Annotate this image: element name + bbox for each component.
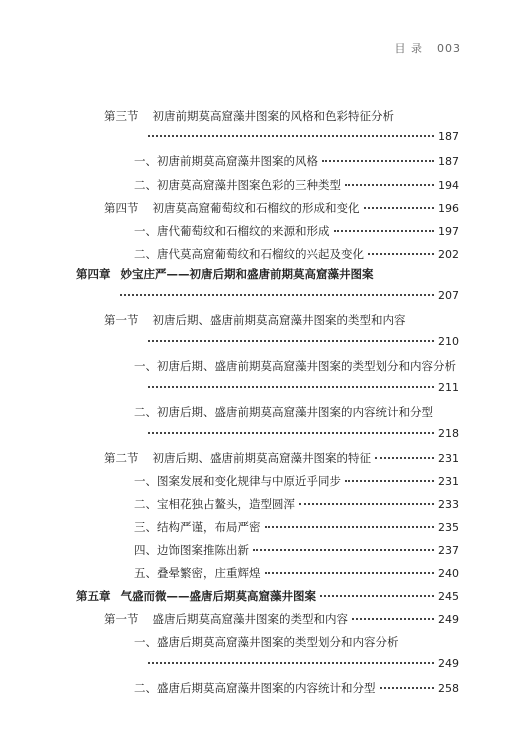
toc-subsection[interactable] [134, 246, 459, 263]
toc-subsection[interactable] [134, 153, 459, 170]
toc-leader-line[interactable] [148, 129, 459, 145]
toc-subsection[interactable] [134, 177, 459, 194]
toc-title: 一、初唐后期、盛唐前期莫高窟藻井图案的类型划分和内容分析 [134, 359, 456, 373]
toc-title: 二、盛唐后期莫高窟藻井图案的内容统计和分型 [134, 681, 376, 695]
toc-page: 202 [438, 248, 459, 261]
toc-subsection[interactable] [134, 542, 459, 559]
toc-title: 三、结构严谨，布局严密 [134, 520, 261, 534]
toc-section[interactable] [104, 450, 459, 467]
toc-title: 一、盛唐后期莫高窟藻井图案的类型划分和内容分析 [134, 635, 399, 649]
dot-leader [345, 184, 434, 186]
dot-leader [148, 340, 434, 342]
toc-page: 237 [438, 544, 459, 557]
toc-subsection-title[interactable] [134, 404, 433, 420]
toc-page: 207 [438, 289, 459, 302]
toc-title: 二、初唐莫高窟藻井图案色彩的三种类型 [134, 178, 341, 192]
toc-leader-line[interactable] [120, 288, 459, 304]
toc-subsection[interactable] [134, 496, 459, 513]
toc-title: 一、初唐前期莫高窟藻井图案的风格 [134, 154, 318, 168]
toc-leader-line[interactable] [148, 380, 459, 396]
toc-label: 第二节 [104, 451, 139, 465]
dot-leader [322, 160, 434, 162]
toc-label: 第一节 [104, 612, 139, 626]
toc-page: 196 [438, 202, 459, 215]
toc-section[interactable] [104, 200, 459, 217]
toc-page: 231 [438, 475, 459, 488]
toc-title: 二、初唐后期、盛唐前期莫高窟藻井图案的内容统计和分型 [134, 405, 433, 419]
toc-title: 气盛而微——盛唐后期莫高窟藻井图案 [120, 589, 316, 603]
toc-page: 240 [438, 567, 459, 580]
toc-leader-line[interactable] [148, 334, 459, 350]
dot-leader [368, 253, 434, 255]
dot-leader [375, 457, 434, 459]
toc-page: 231 [438, 452, 459, 465]
toc-subsection[interactable] [134, 223, 459, 240]
toc-page: 211 [438, 381, 459, 394]
toc-subsection-title[interactable] [134, 358, 456, 374]
toc-title: 妙宝庄严——初唐后期和盛唐前期莫高窟藻井图案 [120, 267, 374, 281]
toc-title: 四、边饰图案推陈出新 [134, 543, 249, 557]
toc-leader-line[interactable] [148, 426, 459, 442]
toc-label: 第一节 [104, 313, 139, 327]
toc-title: 初唐莫高窟葡萄纹和石榴纹的形成和变化 [152, 201, 360, 215]
toc-page: 218 [438, 427, 459, 440]
toc-page: 249 [438, 657, 459, 670]
dot-leader [352, 618, 434, 620]
dot-leader [320, 595, 434, 597]
toc-title: 一、唐代葡萄纹和石榴纹的来源和形成 [134, 224, 330, 238]
toc-label: 第四节 [104, 201, 139, 215]
dot-leader [148, 386, 434, 388]
header-title: 目 录 [394, 42, 423, 55]
toc-title: 初唐后期、盛唐前期莫高窟藻井图案的类型和内容 [152, 313, 406, 327]
toc-title: 五、叠晕繁密，庄重辉煌 [134, 566, 261, 580]
toc-page: 210 [438, 335, 459, 348]
toc-chapter[interactable] [76, 588, 459, 605]
toc-title: 二、唐代莫高窟葡萄纹和石榴纹的兴起及变化 [134, 247, 364, 261]
running-header [395, 40, 462, 56]
dot-leader [148, 662, 434, 664]
toc-subsection[interactable] [134, 473, 459, 490]
toc-label: 第五章 [76, 589, 111, 603]
toc-page: 258 [438, 682, 459, 695]
toc-page: 197 [438, 225, 459, 238]
dot-leader [265, 572, 435, 574]
toc-label: 第四章 [76, 267, 111, 281]
dot-leader [148, 432, 434, 434]
dot-leader [265, 526, 435, 528]
toc-title: 一、图案发展和变化规律与中原近乎同步 [134, 474, 341, 488]
dot-leader [120, 294, 434, 296]
toc-section[interactable] [104, 611, 459, 628]
toc-section-title[interactable] [104, 312, 406, 328]
toc-subsection[interactable] [134, 565, 459, 582]
toc-page: 233 [438, 498, 459, 511]
toc-subsection[interactable] [134, 680, 459, 697]
toc-section-title[interactable] [104, 108, 394, 124]
dot-leader [364, 207, 435, 209]
dot-leader [334, 230, 435, 232]
toc-subsection[interactable] [134, 519, 459, 536]
toc-page: 187 [438, 155, 459, 168]
dot-leader [253, 549, 434, 551]
toc-leader-line[interactable] [148, 656, 459, 672]
toc-chapter-title[interactable] [76, 266, 374, 282]
toc-page: 235 [438, 521, 459, 534]
dot-leader [380, 687, 435, 689]
toc-title: 二、宝相花独占鳌头，造型圆浑 [134, 497, 295, 511]
toc-label: 第三节 [104, 109, 139, 123]
dot-leader [299, 503, 434, 505]
toc-page: 187 [438, 130, 459, 143]
header-page-number: 003 [437, 42, 461, 55]
toc-page: 249 [438, 613, 459, 626]
toc-page: 194 [438, 179, 459, 192]
toc-title: 盛唐后期莫高窟藻井图案的类型和内容 [152, 612, 348, 626]
toc-subsection-title[interactable] [134, 634, 399, 650]
dot-leader [345, 480, 434, 482]
dot-leader [148, 135, 434, 137]
toc-title: 初唐前期莫高窟藻井图案的风格和色彩特征分析 [152, 109, 394, 123]
toc-page: 245 [438, 590, 459, 603]
toc-title: 初唐后期、盛唐前期莫高窟藻井图案的特征 [152, 451, 371, 465]
